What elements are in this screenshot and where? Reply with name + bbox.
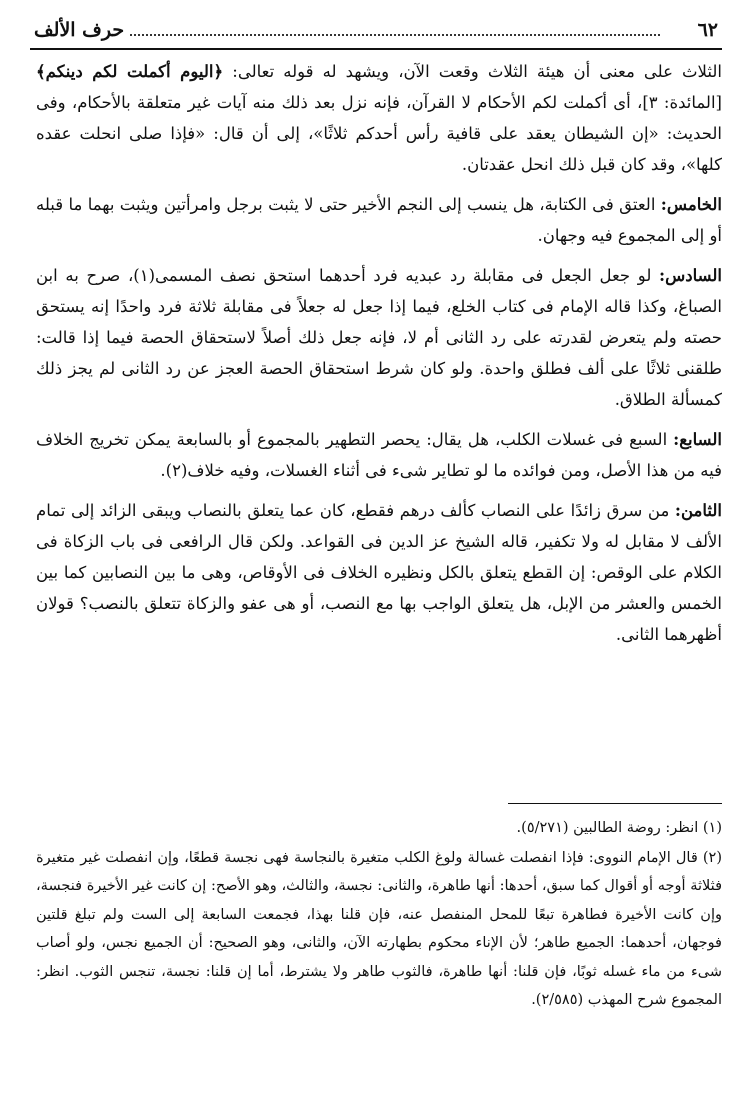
footnote-2: (٢) قال الإمام النووى: فإذا انفصلت غسالة ولوغ الكلب متغيرة بالنجاسة فهى نجسة قطعًا، وإن انفصلت غير متغيرة فثلاثة أوجه أو أقوال كما سبق، أحدها: أنها طاهرة، والثانى: نجسة، والثالث، وهو الأصح: إن كانت غير الأخيرة فنجسة، وإن كانت الأخيرة فطاهرة تبعًا للمحل المنفصل عنه، فإن قلنا بهذا، فجمعت السابعة إلى الست ولم تبلغ قلتين فوجهان، أحدهما: الجميع طاهر؛ لأن الإناء محكوم بطهارته الآن، والثانى، وهو الصحيح: أن الجميع نجس، ولو أصاب شىء من ماء غسله ثوبًا، فإن قلنا: أنها طاهرة، فالثوب طاهر ولا يشترط، أما إن قلنا: نجسة، تنجس الثوب. انظر: المجموع شرح المهذب (٢/٥٨٥). (36, 849, 722, 1008)
text-segment: السبع فى غسلات الكلب، هل يقال: يحصر التطهير بالمجموع أو بالسابعة يمكن تخريج الخلاف فيه من هذا الأصل، ومن فوائده ما لو تطاير شىء فى أثناء الغسلات، وفيه خلاف(٢). (36, 430, 722, 480)
header-dot-leader (130, 34, 660, 36)
footnote-1: (١) انظر: روضة الطالبين (٥/٢٧١). (516, 820, 722, 836)
paragraph-lead: الثامن: (674, 501, 722, 520)
text-segment: لو جعل الجعل فى مقابلة رد عبديه فرد أحدهما استحق نصف المسمى(١)، صرح به ابن الصباغ، وكذا قاله الإمام فى كتاب الخلع، فيما إذا جعل له جعلاً فى مقابلة ثلاثة فرد واحدًا إنه يستحق حصته ولم يتعرض لقدرته على رد الثانى أم لا، فإنه جعل ذلك أصلاً لاستحقاق الحصة فيما إذا قالت: طلقنى ثلاثًا على ألف فطلق واحدة. ولو كان شرط استحقاق الحصة العجز عن رد الثانى لم يجز ذلك كمسألة الطلاق. (36, 266, 722, 409)
paragraph-eighth (36, 495, 722, 650)
text-segment: الثلاث على معنى أن هيئة الثلاث وقعت الآن، ويشهد له قوله تعالى: (223, 62, 722, 81)
page-number: ٦٢ (697, 19, 718, 41)
paragraph-lead: السادس: (659, 266, 722, 285)
text-segment: من سرق زائدًا على النصاب كألف درهم فقطع، كان عما يتعلق بالنصاب ويبقى الزائد إلى تمام الألف لا مقابل له ولا تكفير، قاله الشيخ عز الدين فى القواعد. ولكن قال الرافعى فى باب الزكاة فى الكلام على الوقص: إن القطع يتعلق بالكل ونظيره الخلاف فى الأوقاص، وهى ما بين النصابين كما بين الخمس والعشر من الإبل، هل يتعلق الواجب بها مع النصب، أو هى عفو والزكاة تتعلق بالنصب؟ قولان أظهرهما الثانى. (36, 501, 722, 644)
paragraph-intro (36, 56, 722, 180)
main-text (36, 56, 722, 659)
page-header (30, 16, 722, 44)
footnote-separator (508, 803, 722, 804)
paragraph-sixth (36, 260, 722, 415)
paragraph-seventh (36, 424, 722, 486)
quran-verse: ﴿اليوم أكملت لكم دينكم﴾ (36, 62, 224, 81)
footnotes (36, 814, 722, 1016)
header-rule (30, 48, 722, 50)
chapter-title: حرف الألف (34, 19, 125, 41)
paragraph-lead: السابع: (673, 430, 722, 449)
paragraph-lead: الخامس: (660, 195, 722, 214)
text-segment: العتق فى الكتابة، هل ينسب إلى النجم الأخير حتى لا يثبت برجل وامرأتين ويثبت بهما ما قبله أو إلى المجموع فيه وجهان. (36, 195, 722, 245)
text-segment: [المائدة: ٣]، أى أكملت لكم الأحكام لا القرآن، فإنه نزل بعد ذلك منه آيات غير متعلقة بالأحكام، وفى الحديث: «إن الشيطان يعقد على قافية رأس أحدكم ثلاثًا»، إلى أن قال: «فإذا صلى انحلت عقده كلها»، وقد كان قبل ذلك انحل عقدتان. (36, 93, 722, 174)
paragraph-fifth (36, 189, 722, 251)
